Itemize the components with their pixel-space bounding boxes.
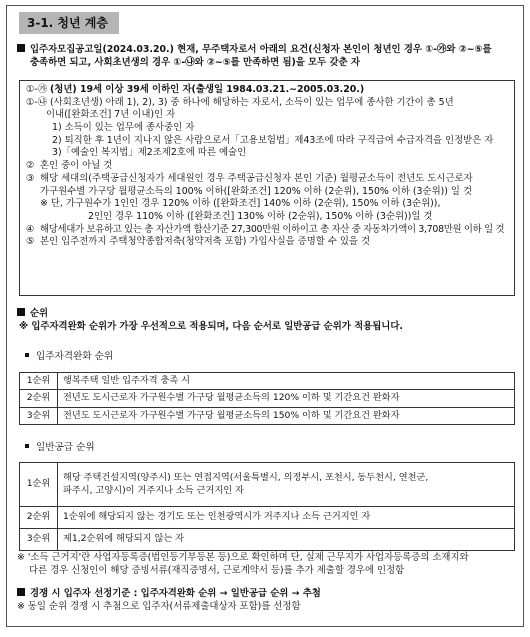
table-row bbox=[20, 390, 515, 407]
criteria-new-worker-item-3: 3)「예술인 복지법」제2조제2호에 따른 예술인 bbox=[52, 147, 247, 159]
document-page bbox=[6, 5, 524, 627]
table-row bbox=[20, 463, 515, 507]
criteria-mark-d: ③ bbox=[26, 172, 35, 184]
rank-cell: 1순위 bbox=[20, 373, 58, 390]
general-order-table bbox=[19, 462, 515, 551]
criteria-new-worker-item-2: 2) 퇴직한 후 1년이 지나지 않은 사람으로서「고용보험법」제43조에 따라 구직급여 수급자격을 인정받은 자 bbox=[52, 134, 494, 146]
criteria-mark-b: ①-㉯ bbox=[26, 96, 48, 108]
criteria-income-note2: 2인인 경우 110% 이하 ([완화조건] 130% 이하 (2순위), 150% 이하 (3순위))일 것 bbox=[88, 210, 433, 222]
criteria-income-note1: ※ 단, 가구원수가 1인인 경우 120% 이하 ([완화조건] 140% 이하 (2순위), 150% 이하 (3순위)), bbox=[40, 198, 441, 210]
order-section bbox=[17, 308, 515, 333]
income-note-line1 bbox=[17, 552, 515, 565]
dot-bullet-icon bbox=[25, 444, 29, 448]
criteria-new-worker-item-1: 1) 소득이 있는 업무에 종사중인 자 bbox=[52, 122, 195, 134]
rank-cell: 2순위 bbox=[20, 390, 58, 407]
rank-cell: 2순위 bbox=[20, 507, 58, 529]
desc-cell bbox=[58, 463, 515, 507]
income-note bbox=[17, 552, 515, 577]
income-note-line2: 다른 경우 신청인이 해당 증빙서류(재직증명서, 근로계약서 등)를 추가 제출할 경우에 인정함 bbox=[29, 564, 405, 576]
table-row bbox=[20, 373, 515, 390]
desc-cell: 제1,2순위에 해당되지 않는 자 bbox=[58, 529, 515, 551]
dot-bullet-icon bbox=[25, 353, 29, 357]
income-note-text1: ※ '소득 근거지'란 사업자등록증(법인등기부등본 등)으로 확인하며 단, 실제 근무지가 사업자등록증의 소재지와 bbox=[17, 552, 469, 563]
criteria-mark-c: ② bbox=[26, 160, 35, 172]
criteria-new-worker bbox=[50, 97, 508, 110]
criteria-box bbox=[19, 80, 515, 296]
selection-section bbox=[17, 588, 515, 613]
relax-order-table bbox=[19, 372, 515, 425]
rank-cell: 1순위 bbox=[20, 463, 58, 507]
relax-order-title: 입주자격완화 순위 bbox=[36, 351, 114, 362]
criteria-new-worker-line1: (사회초년생) 아래 1), 2), 3) 중 하나에 해당하는 자로서, 소득이 있는 업무에 종사한 기간이 총 5년 bbox=[50, 96, 454, 108]
desc-cell: 1순위에 해당되지 않는 경기도 또는 인천광역시가 거주지나 소득 근거지인 자 bbox=[58, 507, 515, 529]
square-bullet-icon bbox=[17, 308, 25, 316]
general-order-title-row bbox=[25, 442, 95, 455]
table-row bbox=[20, 507, 515, 529]
rank-cell: 3순위 bbox=[20, 407, 58, 424]
square-bullet-icon bbox=[17, 588, 25, 596]
desc-cell: 전년도 도시근로자 가구원수별 가구당 월평균소득의 120% 이하 및 기간요건 완화자 bbox=[58, 390, 515, 407]
intro-line-1: 입주자모집공고일(2024.03.20.) 현재, 무주택자로서 아래의 요건(신청자 본인이 청년인 경우 ①-㉮와 ②~⑤를 bbox=[30, 44, 492, 55]
desc-line-1: 해당 주택건설지역(양주시) 또는 연접지역(서울특별시, 의정부시, 포천시, 동두천시, 연천군, bbox=[63, 472, 429, 484]
table-row bbox=[20, 407, 515, 424]
desc-cell: 전년도 도시근로자 가구원수별 가구당 월평균소득의 150% 이하 및 기간요건 완화자 bbox=[58, 407, 515, 424]
intro-paragraph bbox=[17, 44, 515, 69]
criteria-assets: 해당세대가 보유하고 있는 총 자산가액 합산기준 27,300만원 이하이고 총 자산 중 자동차가액이 3,708만원 이하 일 것 bbox=[40, 223, 505, 235]
criteria-youth: (청년) 19세 이상 39세 이하인 자(출생일 1984.03.21.~2005.03.20.) bbox=[50, 84, 365, 95]
selection-note: ※ 동일 순위 경쟁 시 추첨으로 입주자(서류제출대상자 포함)를 선정함 bbox=[17, 600, 301, 612]
criteria-mark-a: ①-㉮ bbox=[26, 84, 48, 95]
criteria-income-line2: 가구원수별 가구당 월평균소득의 100% 이하([완화조건] 120% 이하 (2순위), 150% 이하 (3순위)) 일 것 bbox=[40, 185, 473, 197]
order-heading: 순위 bbox=[30, 308, 49, 319]
selection-heading: 경쟁 시 입주자 선정기준 : 입주자격완화 순위 → 일반공급 순위 → 추첨 bbox=[30, 588, 321, 599]
desc-cell: 행복주택 일반 입주자격 충족 시 bbox=[58, 373, 515, 390]
general-order-title: 일반공급 순위 bbox=[36, 442, 95, 453]
intro-line-2: 충족하면 되고, 사회초년생의 경우 ①-㉯와 ②~⑤를 만족하면 됨)을 모두 갖춘 자 bbox=[30, 56, 360, 68]
order-note: ※ 입주자격완화 순위가 가장 우선적으로 적용되며, 다음 순서로 일반공급 순위가 적용됩니다. bbox=[19, 320, 403, 332]
table-row bbox=[20, 529, 515, 551]
criteria-new-worker-line2: 이내([완화조건] 7년 이내)인 자 bbox=[46, 109, 176, 121]
desc-line-2: 파주시, 고양시)이 거주지나 소득 근거지인 자 bbox=[63, 484, 244, 496]
relax-order-title-row bbox=[25, 351, 113, 364]
criteria-income-line1: 해당 세대의(주택공급신청자가 세대원인 경우 주택공급신청자 본인 기준) 월평균소득이 전년도 도시근로자 bbox=[40, 172, 473, 184]
rank-cell: 3순위 bbox=[20, 529, 58, 551]
criteria-mark-e: ④ bbox=[26, 223, 35, 235]
criteria-unmarried: 혼인 중이 아닐 것 bbox=[40, 160, 113, 172]
square-bullet-icon bbox=[17, 44, 25, 52]
criteria-mark-f: ⑤ bbox=[26, 236, 35, 248]
criteria-savings: 본인 입주전까지 주택청약종합저축(청약저축 포함) 가입사실을 증명할 수 있을 것 bbox=[40, 236, 371, 248]
section-title: 3-1. 청년 계층 bbox=[19, 12, 119, 34]
